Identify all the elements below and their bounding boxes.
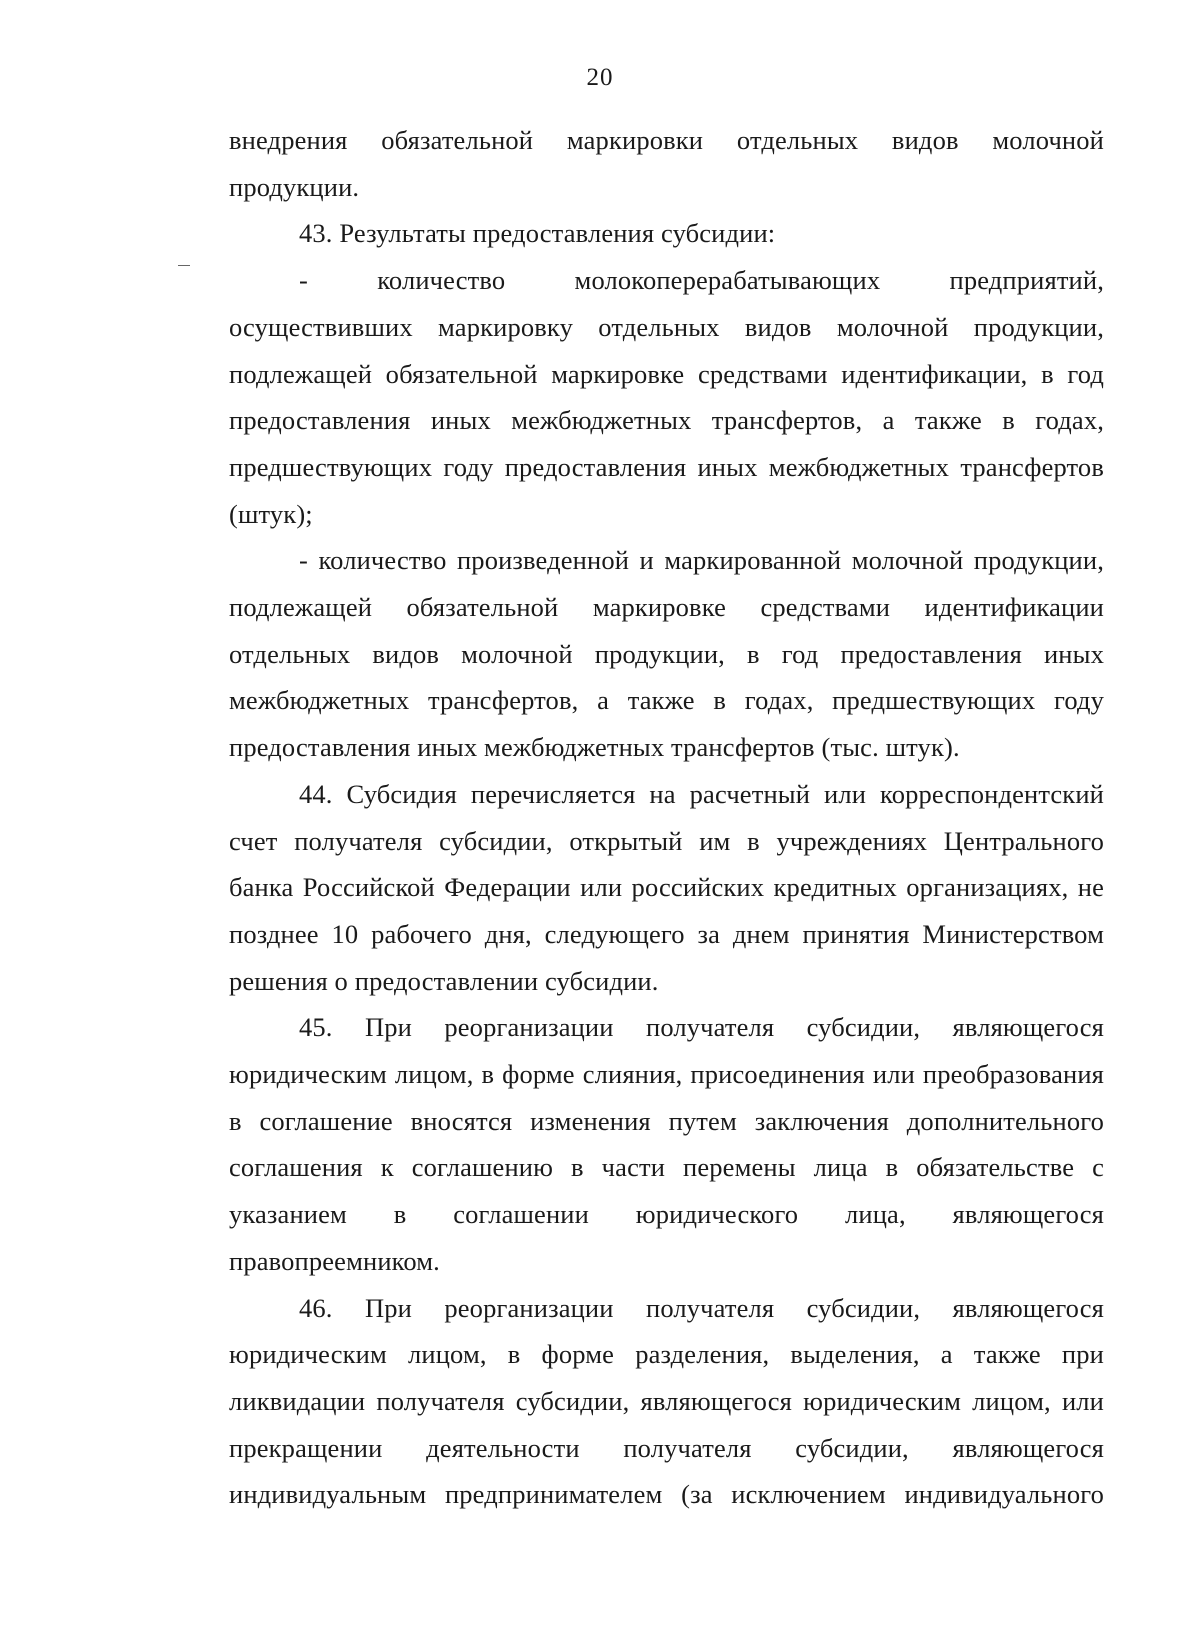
paragraph-45: 45. При реорганизации получателя субсидии, являющегося юридическим лицом, в форме слияния, присоединения или преобразования в соглашение вносятся изменения путем заключения дополнительного соглашения к соглашению в части перемены лица в обязательстве с указанием в соглашении юридического лица, являющегося правопреемником. (229, 1012, 1104, 1276)
margin-mark (178, 265, 190, 266)
paragraph-continuation: внедрения обязательной маркировки отдельных видов молочной продукции. (229, 125, 1104, 202)
paragraph-44: 44. Субсидия перечисляется на расчетный или корреспондентский счет получателя субсидии, открытый им в учреждениях Центрального банка Российской Федерации или российских кредитных организациях, не позднее 10 рабочего дня, следующего за днем принятия Министерством решения о предоставлении субсидии. (229, 778, 1104, 996)
paragraph-43-heading: 43. Результаты предоставления субсидии: (299, 218, 776, 249)
paragraph-43-item-2: - количество произведенной и маркированной молочной продукции, подлежащей обязательной маркировке средствами идентификации отдельных видов молочной продукции, в год предоставления иных межбюджетных трансфертов, а также в годах, предшествующих году предоставления иных межбюджетных трансфертов (тыс. штук). (229, 545, 1104, 763)
paragraph-46: 46. При реорганизации получателя субсидии, являющегося юридическим лицом, в форме разделения, выделения, а также при ликвидации получателя субсидии, являющегося юридическим лицом, или прекращении деятельности получателя субсидии, являющегося индивидуальным предпринимателем (за исключением индивидуального (229, 1292, 1104, 1510)
document-body (229, 117, 1104, 1518)
page-number: 20 (586, 64, 614, 91)
paragraph-43-item-1: - количество молокоперерабатывающих предприятий, осуществивших маркировку отдельных видов молочной продукции, подлежащей обязательной маркировке средствами идентификации, в год предоставления иных межбюджетных трансфертов, а также в годах, предшествующих году предоставления иных межбюджетных трансфертов (штук); (229, 265, 1104, 529)
